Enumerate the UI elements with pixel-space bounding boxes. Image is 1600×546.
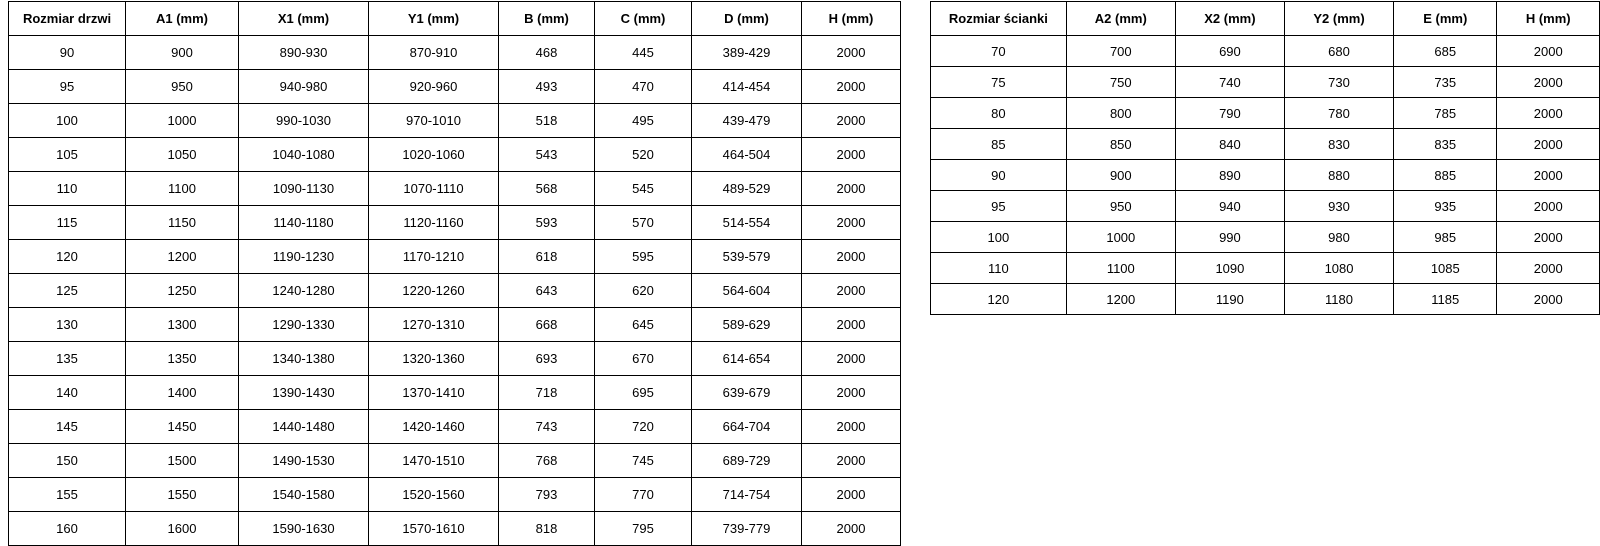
table-cell: 793 — [499, 478, 595, 512]
table-cell: 930 — [1284, 191, 1393, 222]
wall-column-header: Y2 (mm) — [1284, 2, 1393, 36]
wall-column-header: H (mm) — [1497, 2, 1600, 36]
table-cell: 735 — [1394, 67, 1497, 98]
table-cell: 668 — [499, 308, 595, 342]
table-cell: 80 — [931, 98, 1067, 129]
table-cell: 110 — [931, 253, 1067, 284]
table-cell: 950 — [126, 70, 239, 104]
doors-dimensions-table — [8, 1, 901, 546]
table-cell: 2000 — [802, 376, 901, 410]
table-cell: 564-604 — [692, 274, 802, 308]
table-cell: 1420-1460 — [369, 410, 499, 444]
table-cell: 645 — [595, 308, 692, 342]
table-cell: 125 — [9, 274, 126, 308]
table-cell: 940-980 — [239, 70, 369, 104]
table-cell: 518 — [499, 104, 595, 138]
table-cell: 1100 — [1066, 253, 1175, 284]
table-cell: 2000 — [1497, 67, 1600, 98]
table-cell: 790 — [1175, 98, 1284, 129]
table-cell: 543 — [499, 138, 595, 172]
table-cell: 2000 — [802, 240, 901, 274]
table-cell: 1270-1310 — [369, 308, 499, 342]
table-cell: 940 — [1175, 191, 1284, 222]
table-cell: 685 — [1394, 36, 1497, 67]
table-cell: 2000 — [802, 444, 901, 478]
table-cell: 795 — [595, 512, 692, 546]
table-cell: 739-779 — [692, 512, 802, 546]
table-cell: 1520-1560 — [369, 478, 499, 512]
table-header-row — [9, 2, 901, 36]
table-cell: 439-479 — [692, 104, 802, 138]
table-cell: 970-1010 — [369, 104, 499, 138]
table-cell: 389-429 — [692, 36, 802, 70]
table-cell: 2000 — [802, 410, 901, 444]
table-cell: 1080 — [1284, 253, 1393, 284]
table-cell: 1250 — [126, 274, 239, 308]
table-cell: 1150 — [126, 206, 239, 240]
table-cell: 140 — [9, 376, 126, 410]
table-row — [931, 98, 1600, 129]
doors-column-header: C (mm) — [595, 2, 692, 36]
table-cell: 85 — [931, 129, 1067, 160]
table-cell: 2000 — [802, 308, 901, 342]
table-cell: 2000 — [1497, 160, 1600, 191]
table-row — [9, 70, 901, 104]
table-row — [9, 240, 901, 274]
table-cell: 770 — [595, 478, 692, 512]
table-cell: 743 — [499, 410, 595, 444]
table-cell: 885 — [1394, 160, 1497, 191]
table-cell: 730 — [1284, 67, 1393, 98]
table-row — [9, 36, 901, 70]
doors-table-body — [9, 36, 901, 546]
table-cell: 1200 — [126, 240, 239, 274]
table-cell: 1400 — [126, 376, 239, 410]
table-cell: 1000 — [1066, 222, 1175, 253]
table-cell: 2000 — [1497, 191, 1600, 222]
table-cell: 2000 — [1497, 129, 1600, 160]
table-cell: 1590-1630 — [239, 512, 369, 546]
table-cell: 100 — [9, 104, 126, 138]
table-cell: 595 — [595, 240, 692, 274]
table-row — [9, 138, 901, 172]
table-row — [931, 191, 1600, 222]
table-cell: 2000 — [802, 342, 901, 376]
table-cell: 680 — [1284, 36, 1393, 67]
table-cell: 750 — [1066, 67, 1175, 98]
table-cell: 2000 — [802, 478, 901, 512]
table-cell: 714-754 — [692, 478, 802, 512]
table-row — [9, 410, 901, 444]
table-cell: 890-930 — [239, 36, 369, 70]
table-row — [931, 253, 1600, 284]
table-row — [9, 104, 901, 138]
table-cell: 1370-1410 — [369, 376, 499, 410]
table-cell: 1040-1080 — [239, 138, 369, 172]
table-cell: 1540-1580 — [239, 478, 369, 512]
table-cell: 95 — [9, 70, 126, 104]
table-cell: 568 — [499, 172, 595, 206]
table-cell: 1050 — [126, 138, 239, 172]
table-cell: 130 — [9, 308, 126, 342]
doors-column-header: H (mm) — [802, 2, 901, 36]
table-cell: 105 — [9, 138, 126, 172]
table-cell: 1090-1130 — [239, 172, 369, 206]
wall-table-body — [931, 36, 1600, 315]
table-cell: 1220-1260 — [369, 274, 499, 308]
doors-table-header — [9, 2, 901, 36]
doors-column-header: B (mm) — [499, 2, 595, 36]
table-cell: 589-629 — [692, 308, 802, 342]
table-cell: 1470-1510 — [369, 444, 499, 478]
doors-column-header: A1 (mm) — [126, 2, 239, 36]
table-cell: 468 — [499, 36, 595, 70]
table-cell: 1070-1110 — [369, 172, 499, 206]
table-cell: 718 — [499, 376, 595, 410]
table-cell: 980 — [1284, 222, 1393, 253]
table-cell: 835 — [1394, 129, 1497, 160]
table-cell: 818 — [499, 512, 595, 546]
table-cell: 720 — [595, 410, 692, 444]
table-cell: 1100 — [126, 172, 239, 206]
table-cell: 690 — [1175, 36, 1284, 67]
table-cell: 1090 — [1175, 253, 1284, 284]
table-row — [9, 172, 901, 206]
table-cell: 693 — [499, 342, 595, 376]
table-cell: 840 — [1175, 129, 1284, 160]
table-row — [9, 512, 901, 546]
table-cell: 150 — [9, 444, 126, 478]
table-row — [9, 444, 901, 478]
table-cell: 115 — [9, 206, 126, 240]
table-cell: 2000 — [802, 104, 901, 138]
table-cell: 950 — [1066, 191, 1175, 222]
table-cell: 1190 — [1175, 284, 1284, 315]
table-cell: 90 — [931, 160, 1067, 191]
table-cell: 539-579 — [692, 240, 802, 274]
doors-column-header: Y1 (mm) — [369, 2, 499, 36]
table-cell: 1300 — [126, 308, 239, 342]
table-header-row — [931, 2, 1600, 36]
table-cell: 830 — [1284, 129, 1393, 160]
table-cell: 520 — [595, 138, 692, 172]
table-cell: 75 — [931, 67, 1067, 98]
table-cell: 695 — [595, 376, 692, 410]
table-cell: 493 — [499, 70, 595, 104]
table-cell: 514-554 — [692, 206, 802, 240]
table-cell: 1350 — [126, 342, 239, 376]
table-cell: 445 — [595, 36, 692, 70]
table-cell: 870-910 — [369, 36, 499, 70]
table-cell: 920-960 — [369, 70, 499, 104]
table-cell: 643 — [499, 274, 595, 308]
table-cell: 670 — [595, 342, 692, 376]
wall-column-header: X2 (mm) — [1175, 2, 1284, 36]
table-cell: 1180 — [1284, 284, 1393, 315]
table-cell: 70 — [931, 36, 1067, 67]
table-cell: 880 — [1284, 160, 1393, 191]
table-row — [9, 206, 901, 240]
table-row — [9, 308, 901, 342]
wall-column-header: Rozmiar ścianki — [931, 2, 1067, 36]
table-cell: 2000 — [802, 206, 901, 240]
table-cell: 2000 — [1497, 98, 1600, 129]
table-cell: 120 — [9, 240, 126, 274]
table-cell: 2000 — [802, 36, 901, 70]
table-cell: 155 — [9, 478, 126, 512]
wall-table-header — [931, 2, 1600, 36]
table-cell: 145 — [9, 410, 126, 444]
table-cell: 689-729 — [692, 444, 802, 478]
table-cell: 100 — [931, 222, 1067, 253]
table-cell: 2000 — [802, 138, 901, 172]
table-cell: 570 — [595, 206, 692, 240]
table-row — [931, 36, 1600, 67]
wall-column-header: E (mm) — [1394, 2, 1497, 36]
table-cell: 780 — [1284, 98, 1393, 129]
table-cell: 935 — [1394, 191, 1497, 222]
table-cell: 1440-1480 — [239, 410, 369, 444]
table-cell: 95 — [931, 191, 1067, 222]
table-cell: 1490-1530 — [239, 444, 369, 478]
table-cell: 890 — [1175, 160, 1284, 191]
table-row — [9, 342, 901, 376]
table-cell: 639-679 — [692, 376, 802, 410]
table-cell: 470 — [595, 70, 692, 104]
table-cell: 1550 — [126, 478, 239, 512]
table-cell: 2000 — [802, 172, 901, 206]
table-cell: 1120-1160 — [369, 206, 499, 240]
table-cell: 160 — [9, 512, 126, 546]
table-row — [931, 222, 1600, 253]
table-row — [931, 129, 1600, 160]
table-cell: 745 — [595, 444, 692, 478]
table-cell: 1450 — [126, 410, 239, 444]
table-row — [931, 284, 1600, 315]
table-cell: 1170-1210 — [369, 240, 499, 274]
table-cell: 664-704 — [692, 410, 802, 444]
table-cell: 90 — [9, 36, 126, 70]
table-cell: 1085 — [1394, 253, 1497, 284]
table-row — [9, 478, 901, 512]
table-cell: 700 — [1066, 36, 1175, 67]
table-cell: 785 — [1394, 98, 1497, 129]
table-cell: 464-504 — [692, 138, 802, 172]
table-row — [931, 67, 1600, 98]
table-cell: 620 — [595, 274, 692, 308]
wall-panel-dimensions-table — [930, 1, 1600, 315]
table-cell: 1240-1280 — [239, 274, 369, 308]
table-cell: 1390-1430 — [239, 376, 369, 410]
table-cell: 1340-1380 — [239, 342, 369, 376]
doors-column-header: D (mm) — [692, 2, 802, 36]
doors-column-header: Rozmiar drzwi — [9, 2, 126, 36]
table-cell: 2000 — [802, 274, 901, 308]
table-cell: 618 — [499, 240, 595, 274]
table-cell: 489-529 — [692, 172, 802, 206]
table-cell: 1290-1330 — [239, 308, 369, 342]
table-cell: 414-454 — [692, 70, 802, 104]
table-row — [9, 274, 901, 308]
table-cell: 2000 — [1497, 222, 1600, 253]
doors-column-header: X1 (mm) — [239, 2, 369, 36]
table-cell: 495 — [595, 104, 692, 138]
table-cell: 2000 — [1497, 284, 1600, 315]
table-cell: 2000 — [802, 70, 901, 104]
wall-column-header: A2 (mm) — [1066, 2, 1175, 36]
table-cell: 110 — [9, 172, 126, 206]
table-cell: 900 — [126, 36, 239, 70]
table-cell: 1190-1230 — [239, 240, 369, 274]
table-cell: 1320-1360 — [369, 342, 499, 376]
table-cell: 1185 — [1394, 284, 1497, 315]
table-cell: 1020-1060 — [369, 138, 499, 172]
table-cell: 1570-1610 — [369, 512, 499, 546]
table-cell: 1140-1180 — [239, 206, 369, 240]
table-cell: 2000 — [1497, 36, 1600, 67]
table-row — [9, 376, 901, 410]
table-cell: 614-654 — [692, 342, 802, 376]
table-cell: 1200 — [1066, 284, 1175, 315]
table-row — [931, 160, 1600, 191]
table-cell: 2000 — [1497, 253, 1600, 284]
table-cell: 990-1030 — [239, 104, 369, 138]
table-cell: 1000 — [126, 104, 239, 138]
table-cell: 990 — [1175, 222, 1284, 253]
table-cell: 740 — [1175, 67, 1284, 98]
table-cell: 2000 — [802, 512, 901, 546]
table-cell: 1500 — [126, 444, 239, 478]
table-cell: 1600 — [126, 512, 239, 546]
table-cell: 768 — [499, 444, 595, 478]
table-cell: 985 — [1394, 222, 1497, 253]
table-cell: 800 — [1066, 98, 1175, 129]
table-cell: 120 — [931, 284, 1067, 315]
table-cell: 135 — [9, 342, 126, 376]
table-cell: 850 — [1066, 129, 1175, 160]
table-cell: 900 — [1066, 160, 1175, 191]
table-cell: 593 — [499, 206, 595, 240]
table-cell: 545 — [595, 172, 692, 206]
